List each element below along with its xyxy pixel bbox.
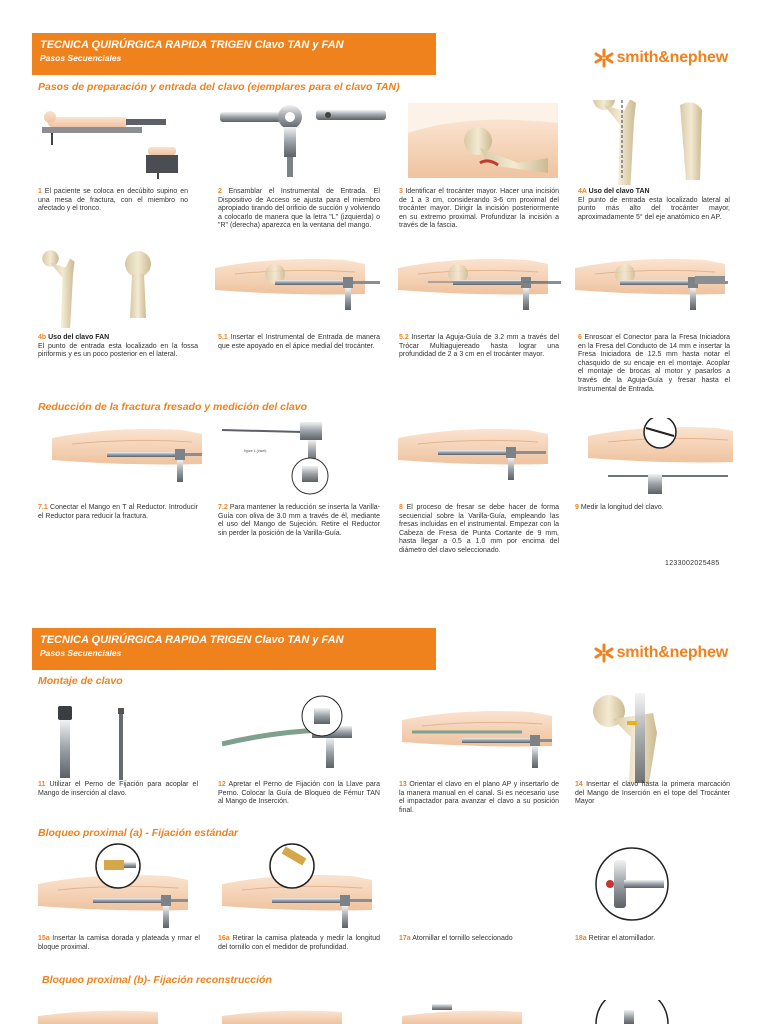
- guide-rod-holder-figure: [222, 418, 332, 498]
- reconstruction-figure-2: [222, 1006, 342, 1024]
- brand-name: smith&nephew: [616, 644, 728, 661]
- step-2-caption: 2 Ensamblar el Instrumental de Entrada. El Dispositivo de Acceso se ajusta para el miembro apropiado tirando del orificio de succión y volviendo a colocarlo de manera que la letra "L" (izquierda) o "R" (derecha) aparezca en la ventana del mango.: [218, 188, 380, 230]
- step-18a-caption: 18a Retirar el atornillador.: [575, 935, 656, 942]
- reconstruction-figure-4: [590, 1000, 680, 1024]
- banner-subtitle: Pasos Secuenciales: [40, 53, 122, 63]
- document-code: 1233002025485: [665, 560, 720, 567]
- initial-reamer-figure: [575, 250, 740, 315]
- brand-logo: [593, 641, 728, 665]
- bolt-wrench-figure: [222, 692, 382, 778]
- reductor-t-handle-figure: [52, 420, 202, 492]
- fan-entry-point-figure: [40, 248, 160, 328]
- smith-nephew-star-icon: [593, 642, 615, 664]
- step-15a-caption: 15a Insertar la camisa dorada y plateada y rmar el bloque proximal.: [38, 935, 200, 951]
- nail-length-measure-figure: [588, 418, 733, 498]
- step-8-caption: 8 El proceso de fresar se debe hacer de forma secuencial sobre la Varilla-Guía, empleando las fresas incluidas en el instrumental. Empezar con la Cabeza de Fresa de Punta Cortante de 9 mm, hasta llegar a 0.5 a 1.0 mm por encima del diámetro del clavo seleccionado.: [399, 504, 559, 554]
- step-4a-caption: 4A Uso del clavo TAN El punto de entrada esta localizado lateral al punto más alto del trocánter mayor, aproximadamente 5° del eje anatómico en AP.: [578, 188, 730, 221]
- step-13-caption: 13 Orientar el clavo en el plano AP y insertarlo de la manera manual en el canal. Si es necesario use el impactador para avanzar el clavo a su posición final.: [399, 781, 559, 814]
- step-11-caption: 11 Utilizar el Perno de Fijación para acoplar el Mango de inserción al clavo.: [38, 781, 198, 797]
- section-heading-proximal-reconstruction: Bloqueo proximal (b)- Fijación reconstrucción: [42, 974, 272, 986]
- entry-instrument-figure: [220, 102, 390, 180]
- section-heading-nail-assembly: Montaje de clavo: [38, 675, 123, 687]
- screwdriver-removal-figure: [590, 846, 680, 922]
- entry-instrument-insert-figure: [215, 250, 380, 315]
- banner-subtitle: Pasos Secuenciales: [40, 648, 122, 658]
- guide-wire-insert-figure: [398, 250, 563, 315]
- step-5-1-caption: 5.1 Insertar el Instrumental de Entrada de manera que este apoyado en el ápice medial del trocánter.: [218, 334, 380, 350]
- smith-nephew-star-icon: [593, 47, 615, 69]
- header-banner-page-2: [32, 628, 436, 670]
- sequential-reaming-figure: [398, 420, 548, 492]
- section-heading-reduction: Reducción de la fractura fresado y medición del clavo: [38, 401, 308, 413]
- tan-entry-point-figure: [590, 100, 730, 185]
- step-6-caption: 6 Enroscar el Conector para la Fresa Iniciadora en la Fresa del Conducto de 14 mm e insertar la Fresa Iniciadora de 12.5 mm hasta notar el chasquido de su encaje en el montaje. Acoplar el montaje de brocas al motor y pasarlos a través de la Aguja-Guía y fresar hasta el Instrumental de Entrada.: [578, 334, 730, 393]
- step-3-caption: 3 Identificar el trocánter mayor. Hacer una incisión de 1 a 3 cm, considerando 3-6 cm proximal del trocánter mayor. Dirigir la incisión posteriormente en su extremo proximal. Profundizar la incisión a través de la fascia.: [399, 188, 559, 230]
- step-7-2-caption: 7.2 Para mantener la reducción se inserta la Varilla-Guía con oliva de 3.0 mm a través de él, mediante el uso del Mango de Sujeción. Retire el Reductor sin perder la posición de la Varilla-Guía.: [218, 504, 380, 537]
- section-heading-entry: Pasos de preparación y entrada del clavo (ejemplares para el clavo TAN): [38, 81, 400, 93]
- reconstruction-figure-3: [402, 1004, 522, 1024]
- step-7-1-caption: 7.1 Conectar el Mango en T al Reductor. Introducir el Reductor para reducir la fractura.: [38, 504, 198, 520]
- gold-silver-sleeve-figure: [38, 842, 188, 932]
- step-1-caption: 1 El paciente se coloca en decúbito supino en una mesa de fractura, con el miembro no afectado y el tronco.: [38, 188, 188, 213]
- figure-label-text: figure 1 (inset): [244, 449, 267, 453]
- section-heading-proximal-standard: Bloqueo proximal (a) - Fijación estándar: [38, 827, 239, 839]
- banner-title: TECNICA QUIRÚRGICA RAPIDA TRIGEN Clavo TAN y FAN: [40, 39, 344, 51]
- step-14-caption: 14 Insertar el clavo hasta la primera marcación del Mango de Inserción en el tope del Trocánter Mayor: [575, 781, 730, 806]
- banner-title: TECNICA QUIRÚRGICA RAPIDA TRIGEN Clavo TAN y FAN: [40, 634, 344, 646]
- header-banner: [32, 33, 436, 75]
- incision-figure: [408, 103, 558, 178]
- step-16a-caption: 16a Retirar la camisa plateada y medir la longitud del tornillo con el medidor de profundidad.: [218, 935, 380, 951]
- reconstruction-figure-1: [38, 1006, 158, 1024]
- step-17a-caption: 17a Atornillar el tornillo seleccionado: [399, 935, 513, 942]
- brand-name: smith&nephew: [616, 49, 728, 66]
- depth-gauge-figure: [222, 842, 372, 932]
- step-12-caption: 12 Apretar el Perno de Fijación con la Llave para Perno. Colocar la Guía de Bloqueo de Fémur TAN al Mango de Inserción.: [218, 781, 380, 806]
- step-9-caption: 9 Medir la longitud del clavo.: [575, 504, 664, 511]
- patient-on-table-figure: [38, 105, 178, 180]
- nail-insertion-figure: [402, 702, 552, 772]
- nail-first-mark-figure: [583, 693, 693, 783]
- fixation-bolt-figure: [50, 706, 140, 780]
- brand-logo: [593, 46, 728, 70]
- step-5-2-caption: 5.2 Insertar la Aguja-Guía de 3.2 mm a través del Trócar Multiagujereado hasta lograr una profundidad de 2 a 3 cm en el trocánter mayor.: [399, 334, 559, 359]
- step-4b-caption: 4b Uso del clavo FAN El punto de entrada esta localizado en la fossa piriformis y es un poco posterior en el lateral.: [38, 334, 198, 359]
